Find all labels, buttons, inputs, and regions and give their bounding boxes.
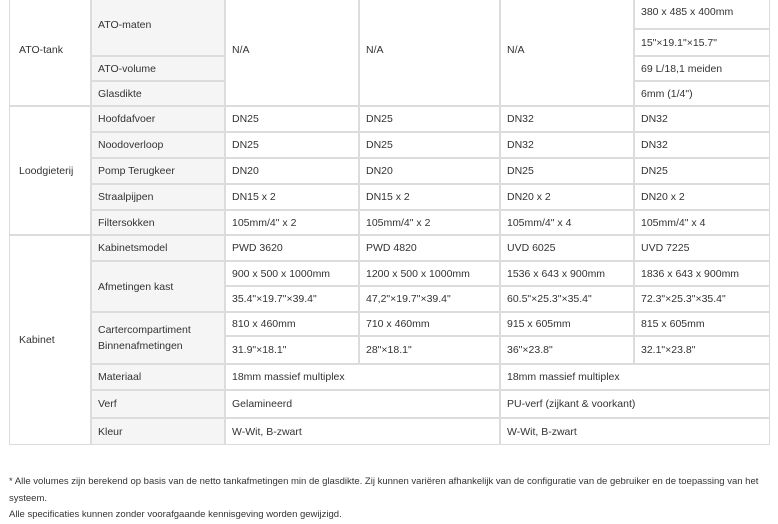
value-cell-inch: 31.9"×18.1" [225, 336, 359, 364]
row-label: Filtersokken [91, 210, 225, 235]
value-cell: DN25 [634, 158, 770, 184]
row-label: Straalpijpen [91, 184, 225, 210]
row-label: ATO-volume [91, 56, 225, 81]
value-cell: 105mm/4" x 2 [359, 210, 500, 235]
value-cell: 900 x 500 x 1000mm [225, 261, 359, 286]
category-cell [9, 106, 91, 235]
row-label: Glasdikte [91, 81, 225, 106]
value-cell: DN25 [359, 106, 500, 132]
value-cell: N/A [500, 0, 634, 106]
value-cell: DN25 [225, 106, 359, 132]
value-cell-inch: 60.5"×25.3"×35.4" [500, 286, 634, 312]
value-cell: PWD 3620 [225, 235, 359, 261]
value-cell-merged: PU-verf (zijkant & voorkant) [500, 390, 770, 418]
value-cell: DN20 [225, 158, 359, 184]
value-cell: 105mm/4" x 2 [225, 210, 359, 235]
value-cell: PWD 4820 [359, 235, 500, 261]
row-label: Kleur [91, 418, 225, 445]
value-cell-merged: Gelamineerd [225, 390, 500, 418]
value-cell: DN15 x 2 [225, 184, 359, 210]
row-label: Pomp Terugkeer [91, 158, 225, 184]
footnote-volumes: * Alle volumes zijn berekend op basis van de netto tankafmetingen min de glasdikte. Zij kunnen variëren afhankelijk van de configuratie van de gebruiker en de toepassing van het systeem. [9, 476, 759, 504]
value-cell: 105mm/4" x 4 [634, 210, 770, 235]
value-cell: UVD 6025 [500, 235, 634, 261]
value-cell-inch: 36"×23.8" [500, 336, 634, 364]
row-label: Afmetingen kast [91, 261, 225, 312]
value-cell: DN32 [634, 132, 770, 158]
row-label: Kabinetsmodel [91, 235, 225, 261]
value-cell: 380 x 485 x 400mm [634, 0, 770, 29]
value-cell-inch: 28"×18.1" [359, 336, 500, 364]
value-cell: 1836 x 643 x 900mm [634, 261, 770, 286]
row-label: ATO-maten [91, 0, 225, 56]
value-cell-merged: W-Wit, B-zwart [225, 418, 500, 445]
category-cell [9, 235, 91, 445]
value-cell-inch: 72.3"×25.3"×35.4" [634, 286, 770, 312]
value-cell-inch: 47,2"×19.7"×39.4" [359, 286, 500, 312]
value-cell: 69 L/18,1 meiden [634, 56, 770, 81]
spec-table [9, 0, 770, 445]
value-cell: 6mm (1/4") [634, 81, 770, 106]
value-cell: 815 x 605mm [634, 312, 770, 336]
value-cell: 15"×19.1"×15.7" [634, 29, 770, 56]
value-cell-merged: 18mm massief multiplex [500, 364, 770, 390]
row-label: Cartercompartiment Binnenafmetingen [91, 312, 225, 364]
value-cell: DN20 x 2 [500, 184, 634, 210]
value-cell: DN25 [225, 132, 359, 158]
value-cell-merged: 18mm massief multiplex [225, 364, 500, 390]
footnote-specs: Alle specificaties kunnen zonder voorafgaande kennisgeving worden gewijzigd. [9, 509, 342, 520]
row-label: Materiaal [91, 364, 225, 390]
row-label: Noodoverloop [91, 132, 225, 158]
value-cell: DN32 [634, 106, 770, 132]
value-cell: DN15 x 2 [359, 184, 500, 210]
value-cell: UVD 7225 [634, 235, 770, 261]
value-cell: DN32 [500, 106, 634, 132]
row-label: Hoofdafvoer [91, 106, 225, 132]
value-cell: DN20 [359, 158, 500, 184]
value-cell: DN25 [359, 132, 500, 158]
category-label: Loodgieterij [19, 164, 74, 177]
value-cell: 915 x 605mm [500, 312, 634, 336]
category-label: ATO-tank [19, 44, 63, 56]
value-cell: DN20 x 2 [634, 184, 770, 210]
value-cell: N/A [225, 0, 359, 106]
value-cell: N/A [359, 0, 500, 106]
value-cell: 1536 x 643 x 900mm [500, 261, 634, 286]
value-cell: 1200 x 500 x 1000mm [359, 261, 500, 286]
category-label: Kabinet [19, 334, 55, 346]
value-cell-inch: 35.4"×19.7"×39.4" [225, 286, 359, 312]
value-cell: 105mm/4" x 4 [500, 210, 634, 235]
value-cell: 810 x 460mm [225, 312, 359, 336]
row-label: Verf [91, 390, 225, 418]
footnotes [9, 474, 769, 524]
category-cell [9, 0, 91, 106]
value-cell: 710 x 460mm [359, 312, 500, 336]
value-cell-inch: 32.1"×23.8" [634, 336, 770, 364]
value-cell-merged: W-Wit, B-zwart [500, 418, 770, 445]
value-cell: DN32 [500, 132, 634, 158]
value-cell: DN25 [500, 158, 634, 184]
